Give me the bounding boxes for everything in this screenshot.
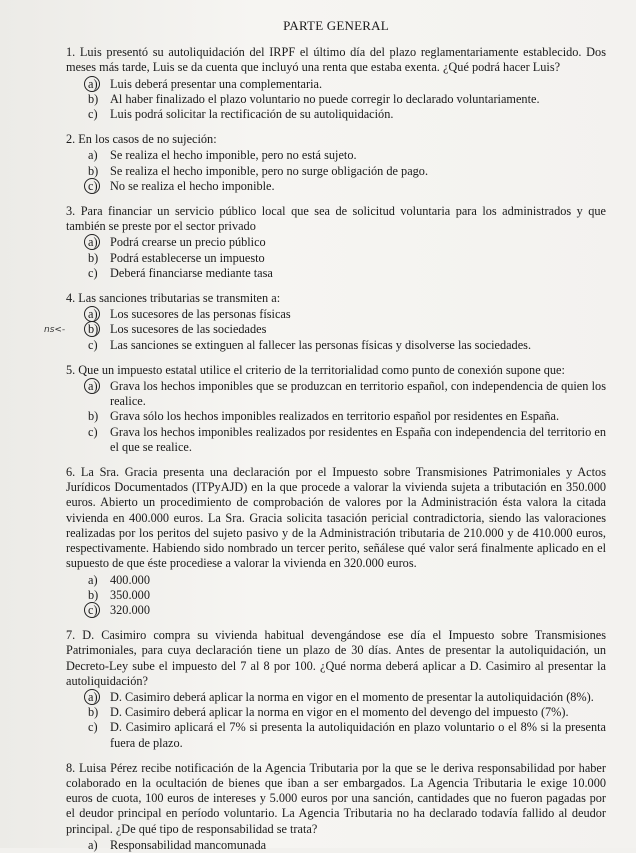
option-b <box>66 705 606 720</box>
option-b <box>66 251 606 266</box>
option-letter: b) <box>88 409 99 424</box>
option-a <box>66 77 606 92</box>
option-c <box>66 603 606 618</box>
option-b <box>66 409 606 424</box>
option-letter-circled: c) <box>66 179 110 194</box>
option-a <box>66 235 606 250</box>
question-6 <box>66 465 606 618</box>
option-letter: c) <box>88 107 98 122</box>
option-letter: c) <box>88 337 98 352</box>
option-text: Los sucesores de las sociedades <box>110 322 267 337</box>
option-letter: b) <box>88 705 99 720</box>
option-text: Grava los hechos imponibles realizados por residentes en España con independencia del territorio en el que se realice. <box>110 424 606 454</box>
option-letter-circled: a) <box>66 307 110 322</box>
option-text: D. Casimiro deberá aplicar la norma en vigor en el momento de presentar la autoliquidación (8%). <box>110 689 594 704</box>
option-letter-circled: b) <box>66 322 110 337</box>
option-c <box>66 425 606 455</box>
option-letter: a) <box>88 572 98 587</box>
option-letter: b) <box>88 163 99 178</box>
option-b <box>44 322 606 337</box>
question-stem: 7. D. Casimiro compra su vivienda habitual devengándose ese día el Impuesto sobre Transmisiones Patrimoniales, para cuya declaración tiene un plazo de 30 días. Antes de presentar la autoliquidación, un Decreto-Ley sube el impuesto del 7 al 8 por 100. ¿Qué norma deberá aplicar a D. Casimiro al presentar la autoliquidación? <box>66 628 606 688</box>
question-7 <box>66 628 606 751</box>
option-a <box>66 838 606 853</box>
question-stem: 5. Que un impuesto estatal utilice el criterio de la territorialidad como punto de conexión supone que: <box>66 362 565 377</box>
option-text: 400.000 <box>110 572 150 587</box>
option-c <box>66 179 606 194</box>
option-text: Luis deberá presentar una complementaria. <box>110 76 323 91</box>
option-letter-circled: a) <box>66 690 110 705</box>
option-letter-circled: a) <box>66 77 110 92</box>
option-a <box>66 148 606 163</box>
option-text: Se realiza el hecho imponible, pero no está sujeto. <box>110 148 357 163</box>
option-letter: a) <box>88 148 98 163</box>
question-stem: 1. Luis presentó su autoliquidación del IRPF el último día del plazo reglamentariamente establecido. Dos meses más tarde, Luis se da cuenta que incluyó una renta que estaba exenta. ¿Qué podrá hacer Luis? <box>66 45 606 75</box>
question-stem: 2. En los casos de no sujeción: <box>66 132 217 147</box>
option-b <box>66 92 606 107</box>
option-b <box>66 588 606 603</box>
option-text: 320.000 <box>110 602 150 617</box>
option-text: Podrá establecerse un impuesto <box>110 250 265 265</box>
option-letter-circled: a) <box>66 235 110 250</box>
option-letter: c) <box>88 424 98 439</box>
option-a <box>66 307 606 322</box>
question-2 <box>66 132 606 194</box>
option-letter-circled: c) <box>66 603 110 618</box>
option-text: D. Casimiro deberá aplicar la norma en vigor en el momento del devengo del impuesto (7%). <box>110 705 569 720</box>
option-letter: b) <box>88 587 99 602</box>
question-8 <box>66 761 606 853</box>
question-3 <box>66 204 606 281</box>
option-text: Se realiza el hecho imponible, pero no surge obligación de pago. <box>110 163 429 178</box>
option-text: Podrá crearse un precio público <box>110 235 266 250</box>
option-letter: b) <box>88 91 99 106</box>
question-1 <box>66 45 606 122</box>
option-c <box>66 338 606 353</box>
question-stem: 6. La Sra. Gracia presenta una declaración por el Impuesto sobre Transmisiones Patrimoniales y Actos Jurídicos Documentados (ITPyAJD) en la que procede a valorar la vivienda sujeta a tributación en 350.000 euros. Abierto un procedimiento de comprobación de valores por la Administración ésta valora la citada vivienda en 400.000 euros. La Sra. Gracia solicita tasación pericial contradictoria, siendo las valoraciones realizadas por los peritos del sujeto pasivo y de la Administración tributaria de 210.000 y de 410.000 euros, respectivamente. Habiendo sido nombrado un tercer perito, señálese qué valor será finalmente aplicado en el supuesto de que éste procediese a valorar la vivienda en 320.000 euros. <box>66 465 606 571</box>
option-letter: c) <box>88 265 98 280</box>
option-a <box>66 690 606 705</box>
option-text: No se realiza el hecho imponible. <box>110 178 275 193</box>
option-text: Luis podrá solicitar la rectificación de su autoliquidación. <box>110 107 394 122</box>
option-text: Responsabilidad mancomunada <box>110 837 267 852</box>
option-text: Al haber finalizado el plazo voluntario no puede corregir lo declarado voluntariamente. <box>110 91 540 106</box>
option-letter-circled: a) <box>66 379 110 394</box>
option-letter: c) <box>88 720 98 735</box>
option-c <box>66 107 606 122</box>
question-4 <box>44 291 606 353</box>
handwritten-margin-note: ns<- <box>44 325 66 336</box>
option-c <box>66 266 606 281</box>
question-stem: 4. Las sanciones tributarias se transmiten a: <box>66 291 281 306</box>
option-letter: b) <box>88 250 99 265</box>
option-a <box>66 379 606 409</box>
option-text: Grava sólo los hechos imponibles realizados en territorio español por residentes en España. <box>110 409 560 424</box>
option-text: D. Casimiro aplicará el 7% si presenta la autoliquidación en plazo voluntario o el 8% si la presenta fuera de plazo. <box>110 720 606 750</box>
option-a <box>66 573 606 588</box>
page-title: PARTE GENERAL <box>283 18 389 33</box>
option-text: Los sucesores de las personas físicas <box>110 307 291 322</box>
option-text: 350.000 <box>110 587 150 602</box>
option-letter: a) <box>88 837 98 852</box>
option-text: Deberá financiarse mediante tasa <box>110 265 273 280</box>
option-text: Grava los hechos imponibles que se produzcan en territorio español, con independencia de quien los realice. <box>110 379 606 409</box>
question-5 <box>66 363 606 455</box>
option-b <box>66 164 606 179</box>
question-stem: 8. Luisa Pérez recibe notificación de la Agencia Tributaria por la que se le deriva responsabilidad por haber colaborado en la ocultación de bienes que iban a ser embargados. La Agencia Tributaria le exige 10.000 euros de cuota, 100 euros de intereses y 5.000 euros por una sanción, cantidades que no fueron pagadas por el deudor principal en período voluntario. La Agencia Tributaria no ha declarado todavía fallido al deudor principal. ¿De qué tipo de responsabilidad se trata? <box>66 760 606 836</box>
question-stem: 3. Para financiar un servicio público local que sea de solicitud voluntaria para los administrados y que también se preste por el sector privado <box>66 204 606 234</box>
option-c <box>66 720 606 750</box>
option-text: Las sanciones se extinguen al fallecer las personas físicas y disolverse las sociedades. <box>110 337 532 352</box>
